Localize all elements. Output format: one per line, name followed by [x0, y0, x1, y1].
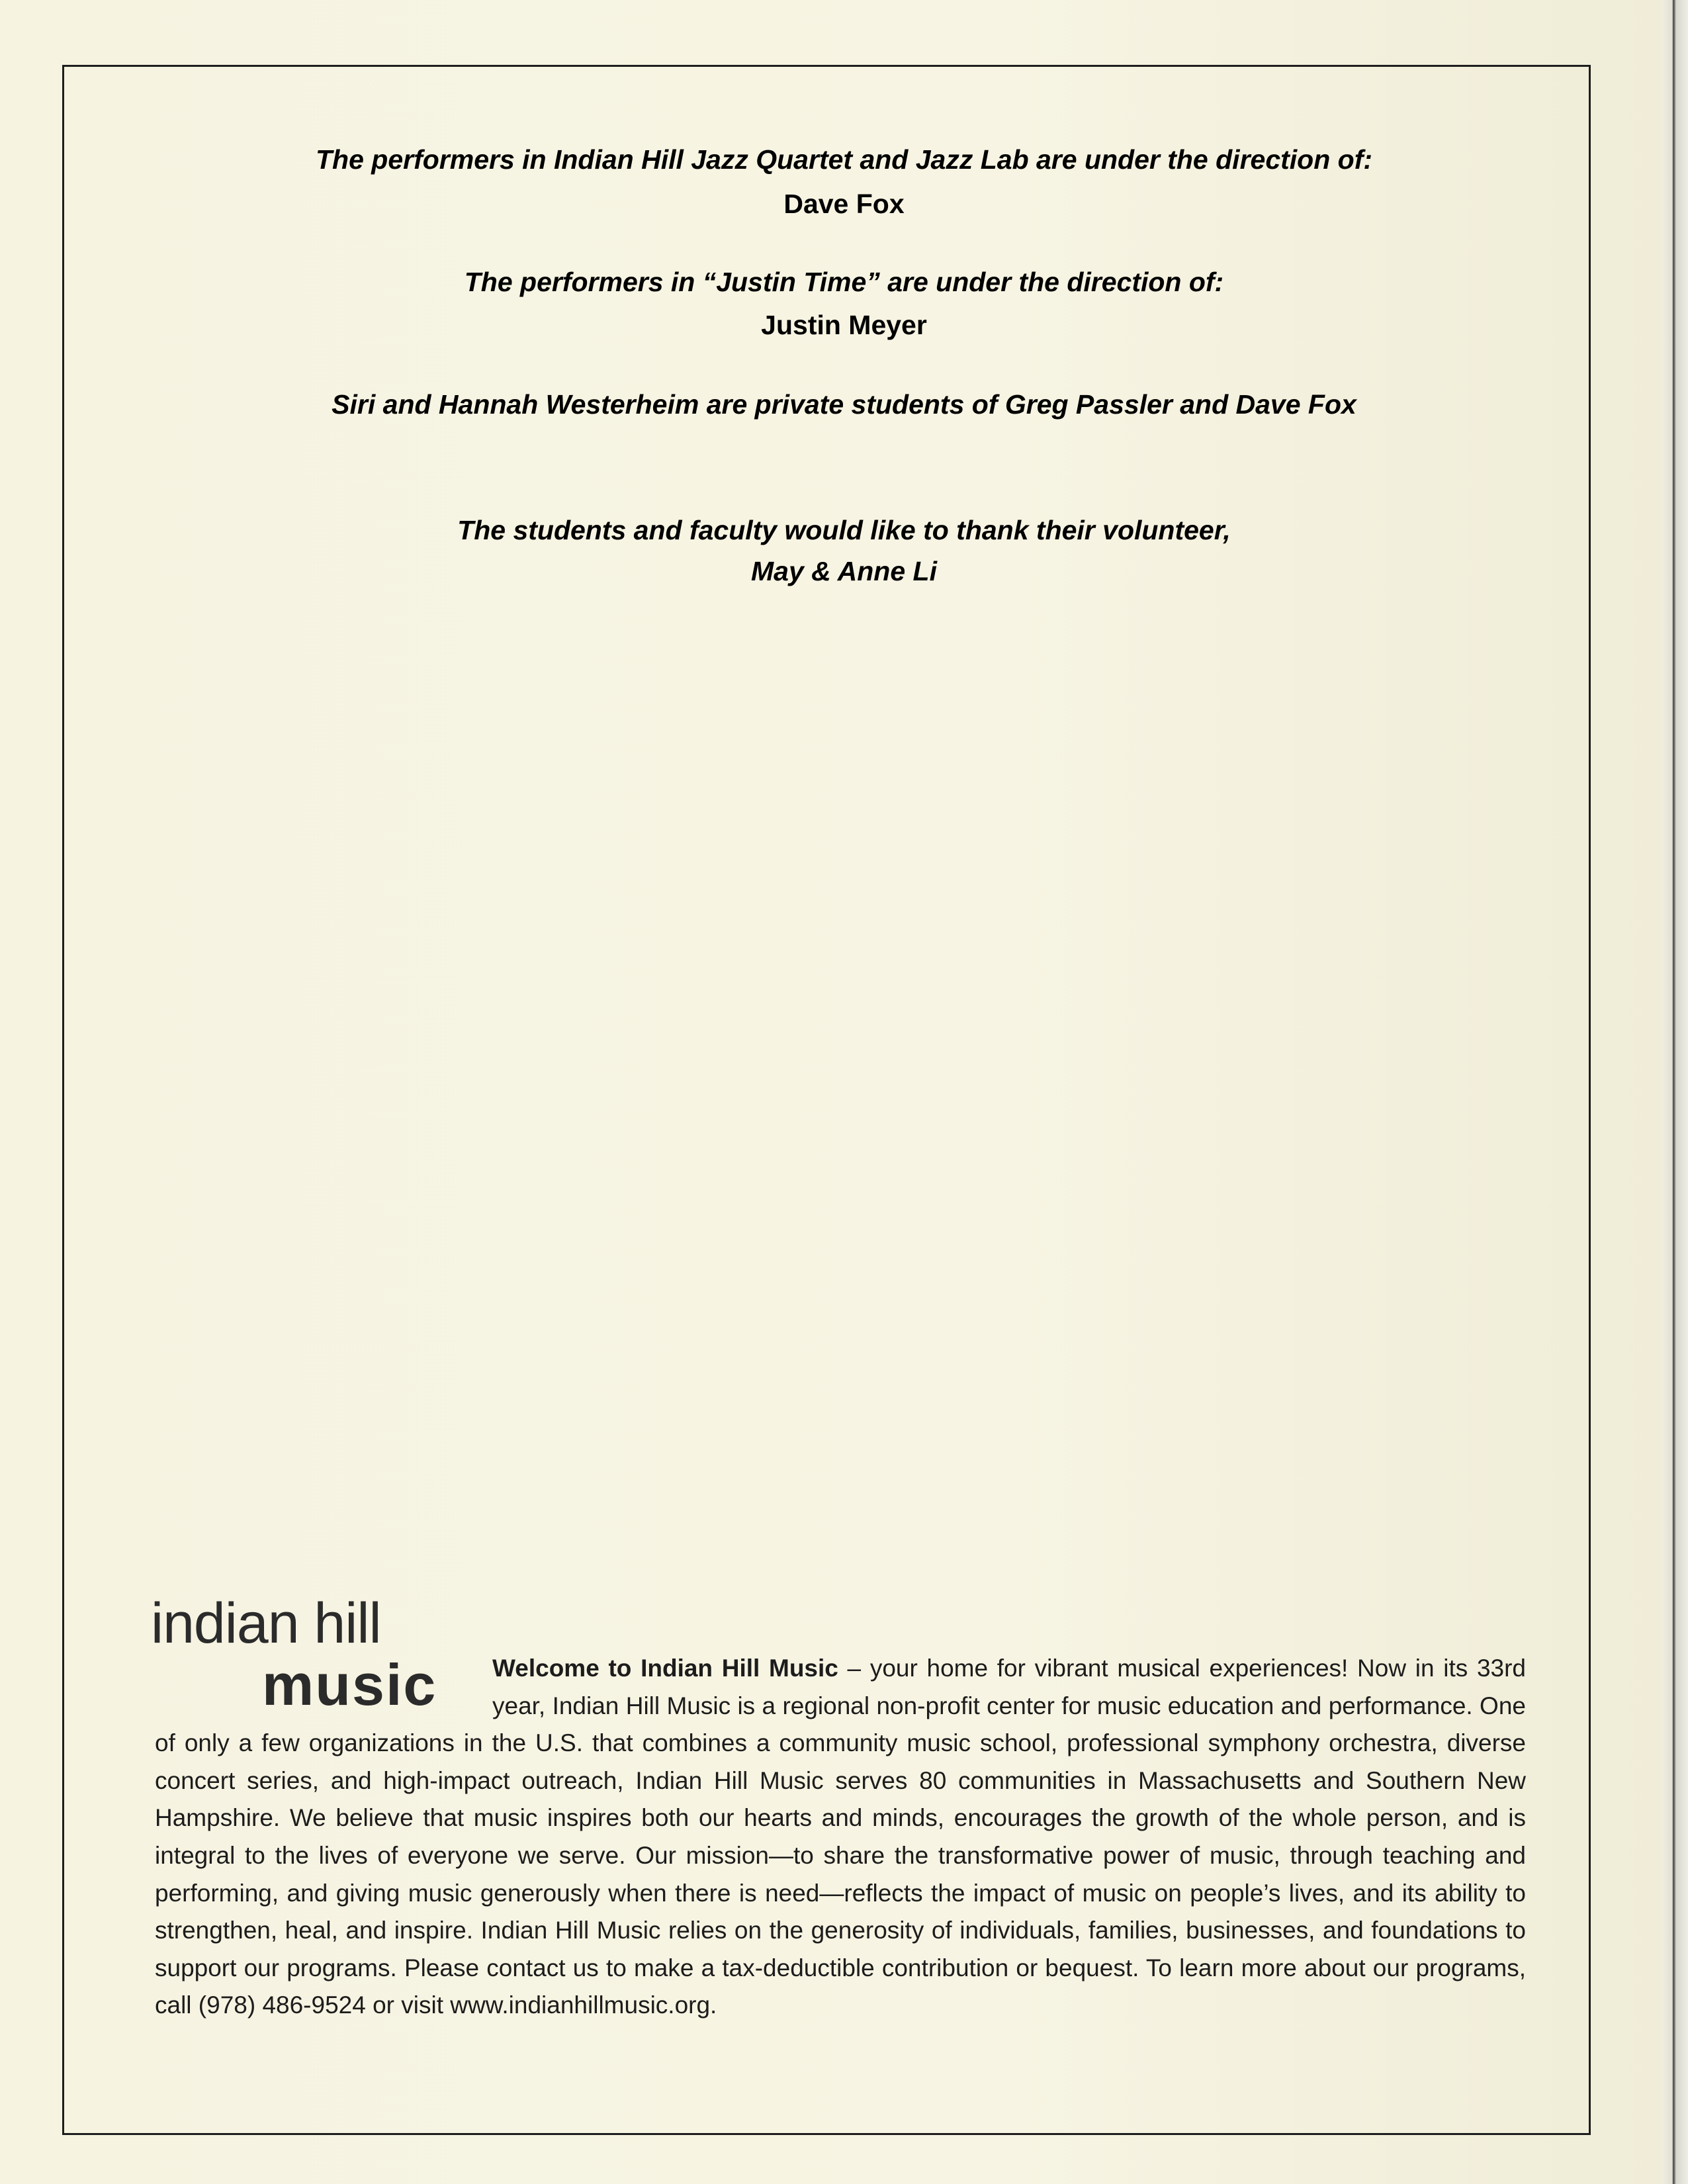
- logo-spacer: [155, 1650, 492, 1716]
- welcome-paragraph: [155, 1650, 1526, 2025]
- credit-name-dave-fox: Dave Fox: [783, 189, 905, 219]
- credit-name-justin-meyer: Justin Meyer: [761, 310, 927, 340]
- credit-intro-jazz: The performers in Indian Hill Jazz Quartet and Jazz Lab are under the direction of:: [316, 144, 1372, 175]
- credit-name-volunteers: May & Anne Li: [751, 556, 937, 586]
- credit-intro-justin-time: The performers in “Justin Time” are under the direction of:: [464, 267, 1224, 297]
- logo-line-1: indian hill: [151, 1592, 381, 1655]
- credit-intro-volunteer: The students and faculty would like to thank their volunteer,: [457, 515, 1231, 545]
- welcome-lead: Welcome to Indian Hill Music: [492, 1655, 838, 1682]
- logo-line-2: music: [262, 1652, 437, 1717]
- welcome-body: – your home for vibrant musical experiences! Now in its 33rd year, Indian Hill Music is a regional non-profit center for music education and performance. One of only a few organizations in the U.S. that combines a community music school, professional symphony orchestra, diverse concert series, and high-impact outreach, Indian Hill Music serves 80 communities in Massachusetts and Southern New Hampshire. We believe that music inspires both our hearts and minds, encourages the growth of the whole person, and is integral to the lives of everyone we serve. Our mission—to share the transformative power of music, through teaching and performing, and giving music generously when there is need—reflects the impact of music on people’s lives, and its ability to strengthen, heal, and inspire. Indian Hill Music relies on the generosity of individuals, families, businesses, and foundations to support our programs. Please contact us to make a tax-deductible contribution or bequest. To learn more about our programs, call (978) 486-9524 or visit www.indianhillmusic.org.: [155, 1655, 1526, 2019]
- credit-private-students: Siri and Hannah Westerheim are private students of Greg Passler and Dave Fox: [332, 389, 1356, 420]
